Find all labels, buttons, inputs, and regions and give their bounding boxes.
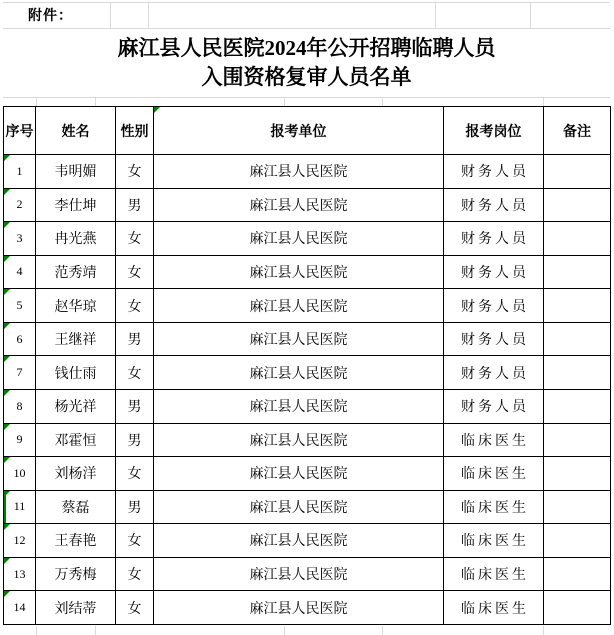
- cell-position: 临床医生: [444, 457, 544, 491]
- cell-unit: 麻江县人民医院: [154, 457, 444, 491]
- table-row: [4, 557, 611, 591]
- cell-unit: 麻江县人民医院: [154, 356, 444, 390]
- cell-gender: 男: [116, 490, 154, 524]
- cell-remark: [544, 423, 611, 457]
- cell-unit: 麻江县人民医院: [154, 222, 444, 256]
- sheet-gridline: [3, 2, 610, 3]
- sheet-gridline: [95, 97, 96, 106]
- cell-name: 赵华琼: [36, 289, 116, 323]
- cell-name: 钱仕雨: [36, 356, 116, 390]
- cell-remark: [544, 255, 611, 289]
- cell-gender: 女: [116, 524, 154, 558]
- cell-position: 临床医生: [444, 524, 544, 558]
- cell-no: 3: [4, 222, 36, 256]
- header-cell-no: 序号: [4, 107, 36, 155]
- error-indicator-triangle: [4, 356, 10, 362]
- sheet-gridline: [382, 626, 383, 635]
- sheet-gridline: [543, 97, 544, 106]
- cell-name: 李仕坤: [36, 188, 116, 222]
- cell-name: 万秀梅: [36, 557, 116, 591]
- cell-no: 11: [4, 490, 36, 524]
- cell-name: 冉光燕: [36, 222, 116, 256]
- cell-name: 蔡磊: [36, 490, 116, 524]
- sheet-gridline: [36, 626, 37, 635]
- header-cell-remark: 备注: [544, 107, 611, 155]
- cell-unit: 麻江县人民医院: [154, 155, 444, 189]
- cell-name: 王春艳: [36, 524, 116, 558]
- sheet-gridline: [284, 626, 285, 635]
- error-indicator-triangle: [4, 457, 10, 463]
- cell-position: 财务人员: [444, 289, 544, 323]
- cell-no: 7: [4, 356, 36, 390]
- sheet-gridline: [382, 97, 383, 106]
- cell-position: 财务人员: [444, 255, 544, 289]
- cell-remark: [544, 591, 611, 625]
- document-title-line1: 麻江县人民医院2024年公开招聘临聘人员: [117, 36, 496, 60]
- roster-table: [3, 106, 611, 625]
- cell-unit: 麻江县人民医院: [154, 591, 444, 625]
- error-indicator-triangle: [4, 155, 10, 161]
- table-row: [4, 188, 611, 222]
- cell-gender: 女: [116, 457, 154, 491]
- cell-unit: 麻江县人民医院: [154, 389, 444, 423]
- cell-no: 10: [4, 457, 36, 491]
- sheet-gridline: [36, 97, 37, 106]
- cell-unit: 麻江县人民医院: [154, 322, 444, 356]
- cell-name: 刘杨洋: [36, 457, 116, 491]
- error-indicator-triangle: [4, 222, 10, 228]
- cell-remark: [544, 289, 611, 323]
- cell-gender: 女: [116, 289, 154, 323]
- table-row: [4, 155, 611, 189]
- cell-remark: [544, 524, 611, 558]
- cell-unit: 麻江县人民医院: [154, 490, 444, 524]
- cell-gender: 男: [116, 188, 154, 222]
- cell-gender: 女: [116, 222, 154, 256]
- cell-unit: 麻江县人民医院: [154, 188, 444, 222]
- header-cell-unit: 报考单位: [154, 107, 444, 155]
- cell-remark: [544, 222, 611, 256]
- table-row: [4, 255, 611, 289]
- cell-no: 6: [4, 322, 36, 356]
- header-cell-gender: 性别: [116, 107, 154, 155]
- table-row: [4, 457, 611, 491]
- cell-position: 财务人员: [444, 322, 544, 356]
- cell-remark: [544, 557, 611, 591]
- table-row: [4, 222, 611, 256]
- cell-position: 临床医生: [444, 557, 544, 591]
- cell-unit: 麻江县人民医院: [154, 423, 444, 457]
- cell-position: 临床医生: [444, 591, 544, 625]
- sheet-gridline: [284, 97, 285, 106]
- error-indicator-triangle: [4, 323, 10, 329]
- error-indicator-triangle: [4, 558, 10, 564]
- cell-no: 13: [4, 557, 36, 591]
- cell-gender: 女: [116, 255, 154, 289]
- table-row: [4, 423, 611, 457]
- sheet-gridline: [435, 2, 436, 28]
- cell-no: 8: [4, 389, 36, 423]
- cell-position: 临床医生: [444, 490, 544, 524]
- error-indicator-triangle: [4, 524, 10, 530]
- cell-position: 财务人员: [444, 222, 544, 256]
- cell-gender: 男: [116, 423, 154, 457]
- error-indicator-triangle: [154, 107, 160, 113]
- error-indicator-triangle: [4, 491, 10, 497]
- cell-position: 财务人员: [444, 356, 544, 390]
- error-indicator-triangle: [4, 256, 10, 262]
- document-title-line2: 入围资格复审人员名单: [201, 65, 412, 89]
- sheet-gridline: [110, 2, 111, 28]
- cell-name: 王继祥: [36, 322, 116, 356]
- cell-position: 财务人员: [444, 188, 544, 222]
- header-cell-name: 姓名: [36, 107, 116, 155]
- cell-gender: 女: [116, 591, 154, 625]
- cell-gender: 女: [116, 557, 154, 591]
- cell-no: 12: [4, 524, 36, 558]
- cell-no: 4: [4, 255, 36, 289]
- table-row: [4, 591, 611, 625]
- cell-unit: 麻江县人民医院: [154, 289, 444, 323]
- cell-name: 杨光祥: [36, 389, 116, 423]
- cell-name: 韦明媚: [36, 155, 116, 189]
- error-indicator-triangle: [4, 591, 10, 597]
- cell-name: 范秀靖: [36, 255, 116, 289]
- cell-no: 9: [4, 423, 36, 457]
- cell-unit: 麻江县人民医院: [154, 557, 444, 591]
- error-indicator-triangle: [4, 424, 10, 430]
- header-cell-position: 报考岗位: [444, 107, 544, 155]
- cell-no: 1: [4, 155, 36, 189]
- table-row: [4, 356, 611, 390]
- table-row: [4, 490, 611, 524]
- table-row: [4, 524, 611, 558]
- table-row: [4, 322, 611, 356]
- cell-position: 财务人员: [444, 389, 544, 423]
- cell-no: 14: [4, 591, 36, 625]
- cell-gender: 男: [116, 389, 154, 423]
- attachment-label: 附件：: [28, 9, 73, 24]
- sheet-gridline: [148, 2, 149, 28]
- cell-remark: [544, 155, 611, 189]
- cell-name: 邓霍恒: [36, 423, 116, 457]
- sheet-gridline: [543, 626, 544, 635]
- table-header-row: [4, 107, 611, 155]
- cell-unit: 麻江县人民医院: [154, 524, 444, 558]
- cell-gender: 女: [116, 155, 154, 189]
- error-indicator-triangle: [4, 189, 10, 195]
- document-title: [3, 28, 610, 98]
- table-body: [4, 155, 611, 625]
- sheet-gridline: [95, 626, 96, 635]
- table-row: [4, 289, 611, 323]
- cell-unit: 麻江县人民医院: [154, 255, 444, 289]
- cell-gender: 女: [116, 356, 154, 390]
- cell-no: 2: [4, 188, 36, 222]
- table-row: [4, 389, 611, 423]
- cell-remark: [544, 389, 611, 423]
- cell-remark: [544, 188, 611, 222]
- cell-remark: [544, 322, 611, 356]
- cell-remark: [544, 490, 611, 524]
- cell-gender: 男: [116, 322, 154, 356]
- sheet-gridline: [530, 2, 531, 28]
- cell-no: 5: [4, 289, 36, 323]
- error-indicator-triangle: [4, 289, 10, 295]
- cell-remark: [544, 356, 611, 390]
- cell-position: 财务人员: [444, 155, 544, 189]
- cell-remark: [544, 457, 611, 491]
- error-indicator-triangle: [4, 390, 10, 396]
- cell-name: 刘结蒂: [36, 591, 116, 625]
- cell-position: 临床医生: [444, 423, 544, 457]
